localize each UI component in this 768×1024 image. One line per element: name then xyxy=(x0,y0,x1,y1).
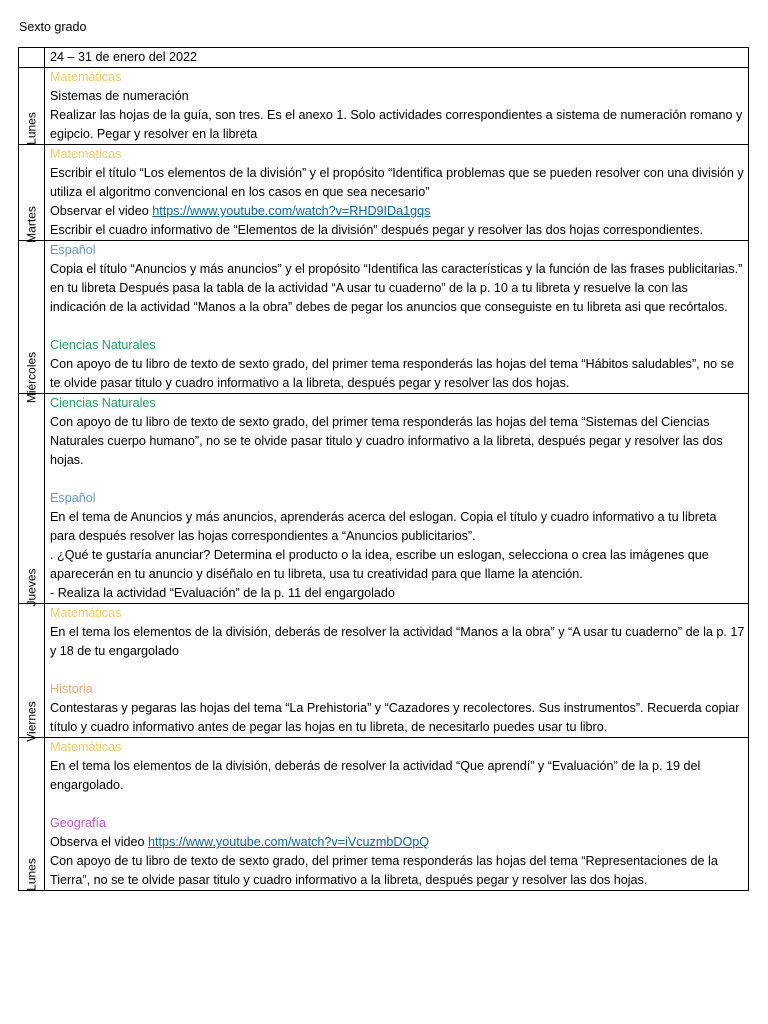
subject-heading: Matemáticas xyxy=(50,147,122,161)
schedule-row xyxy=(19,394,749,604)
instruction-text: En el tema de Anuncios y más anuncios, aprenderás acerca del eslogan. Copia el título y cuadro informativo a tu libreta para después resolver las hojas correspondientes a “Anuncios publicitarios”. xyxy=(50,510,717,543)
video-instruction xyxy=(50,202,745,221)
instruction-text: Escribir el título “Los elementos de la división” y el propósito “Identifica problemas que se pueden resolver con una división y utiliza el algoritmo convencional en los casos en que sea necesario” xyxy=(50,166,744,199)
instruction-text: . ¿Qué te gustaría anunciar? Determina el producto o la idea, escribe un eslogan, selecciona o crea las imágenes que aparecerán en tu anuncio y diséñalo en tu libreta, usa tu creatividad para que llame la atención. xyxy=(50,548,709,581)
instruction-text: En el tema los elementos de la división, deberás de resolver la actividad “Que aprendí” y “Evaluación” de la p. 19 del engargolado. xyxy=(50,759,701,792)
block-spacer xyxy=(50,661,745,680)
instruction-text: Con apoyo de tu libro de texto de sexto grado, del primer tema responderás las hojas del tema “Representaciones de la Tierra”, no se te olvide pasar titulo y cuadro informativo a la libreta, después pegar y resolver las dos hojas. xyxy=(50,854,718,887)
day-cell xyxy=(19,604,45,742)
day-label: Viernes xyxy=(24,701,38,742)
day-label: Jueves xyxy=(24,568,38,607)
instruction-text: Con apoyo de tu libro de texto de sexto grado, del primer tema responderás las hojas del tema “Sistemas del Ciencias Naturales cuerpo humano”, no se te olvide pasar titulo y cuadro informativo a la libreta, después pegar y resolver las dos hojas. xyxy=(50,415,723,467)
video-label: Observar el video xyxy=(50,204,153,218)
instruction-text: Copia el título “Anuncios y más anuncios” y el propósito “Identifica las características y la función de las frases publicitarias.” en tu libreta Después pasa la tabla de la actividad “A usar tu cuaderno” de la p. 10 a tu libreta y resuelve la con las indicación de la actividad “Manos a la obra” debes de pegar los anuncios que conseguiste en tu libreta asi que recórtalos. xyxy=(50,262,743,314)
subject-heading: Matemáticas xyxy=(50,70,122,84)
instruction-text: - Realiza la actividad “Evaluación” de la p. 11 del engargolado xyxy=(50,586,395,600)
day-cell xyxy=(19,394,45,607)
day-cell xyxy=(19,68,45,145)
subject-heading: Geografía xyxy=(50,816,107,830)
instruction-text: Escribir el cuadro informativo de “Elementos de la división” después pegar y resolver las dos hojas correspondientes. xyxy=(50,223,704,237)
date-range: 24 – 31 de enero del 2022 xyxy=(45,48,749,68)
page-title: Sexto grado xyxy=(19,20,87,34)
activity-cell xyxy=(45,241,749,394)
subject-heading: Ciencias Naturales xyxy=(50,396,156,410)
schedule-row xyxy=(19,604,749,738)
day-label: Lunes xyxy=(24,858,38,891)
activity-cell xyxy=(45,394,749,604)
video-label: Observa el video xyxy=(50,835,149,849)
day-cell xyxy=(19,738,45,891)
subject-heading: Español xyxy=(50,491,96,505)
subject-heading: Historia xyxy=(50,682,93,696)
schedule-row xyxy=(19,145,749,241)
block-spacer xyxy=(50,795,745,814)
date-row-blank-cell xyxy=(19,48,45,68)
activity-cell xyxy=(45,738,749,891)
schedule-row xyxy=(19,241,749,394)
date-row xyxy=(19,48,749,68)
day-cell xyxy=(19,241,45,404)
activity-cell xyxy=(45,604,749,738)
day-label: Miércoles xyxy=(24,351,38,404)
instruction-text: En el tema los elementos de la división, deberás de resolver la actividad “Manos a la obra” y “A usar tu cuaderno” de la p. 17 y 18 de tu engargolado xyxy=(50,625,745,658)
activity-cell xyxy=(45,145,749,241)
schedule-row xyxy=(19,68,749,145)
schedule-table xyxy=(18,47,749,891)
schedule-row xyxy=(19,738,749,891)
block-spacer xyxy=(50,317,745,336)
instruction-text: Sistemas de numeración xyxy=(50,89,189,103)
instruction-text: Contestaras y pegaras las hojas del tema “La Prehistoria” y “Cazadores y recolectores. Sus instrumentos”. Recuerda copiar título y cuadro informativo antes de pegar las hojas en tu libreta, de necesitarlo puedes usar tu libro. xyxy=(50,701,740,734)
subject-heading: Ciencias Naturales xyxy=(50,338,156,352)
video-link[interactable]: https://www.youtube.com/watch?v=RHD9IDa1gqs xyxy=(152,204,431,218)
instruction-text: Con apoyo de tu libro de texto de sexto grado, del primer tema responderás las hojas del tema “Hábitos saludables”, no se te olvide pasar titulo y cuadro informativo a la libreta, después pegar y resolver las dos hojas. xyxy=(50,357,734,390)
subject-heading: Matemáticas xyxy=(50,606,122,620)
day-label: Lunes xyxy=(24,112,38,145)
day-label: Martes xyxy=(24,206,38,243)
activity-cell xyxy=(45,68,749,145)
video-instruction xyxy=(50,833,745,852)
instruction-text: Realizar las hojas de la guía, son tres. Es el anexo 1. Solo actividades correspondientes a sistema de numeración romano y egipcio. Pegar y resolver en la libreta xyxy=(50,108,743,141)
video-link[interactable]: https://www.youtube.com/watch?v=iVcuzmbDOpQ xyxy=(148,835,430,849)
subject-heading: Matemáticas xyxy=(50,740,122,754)
block-spacer xyxy=(50,470,745,489)
day-cell xyxy=(19,145,45,241)
subject-heading: Español xyxy=(50,243,96,257)
